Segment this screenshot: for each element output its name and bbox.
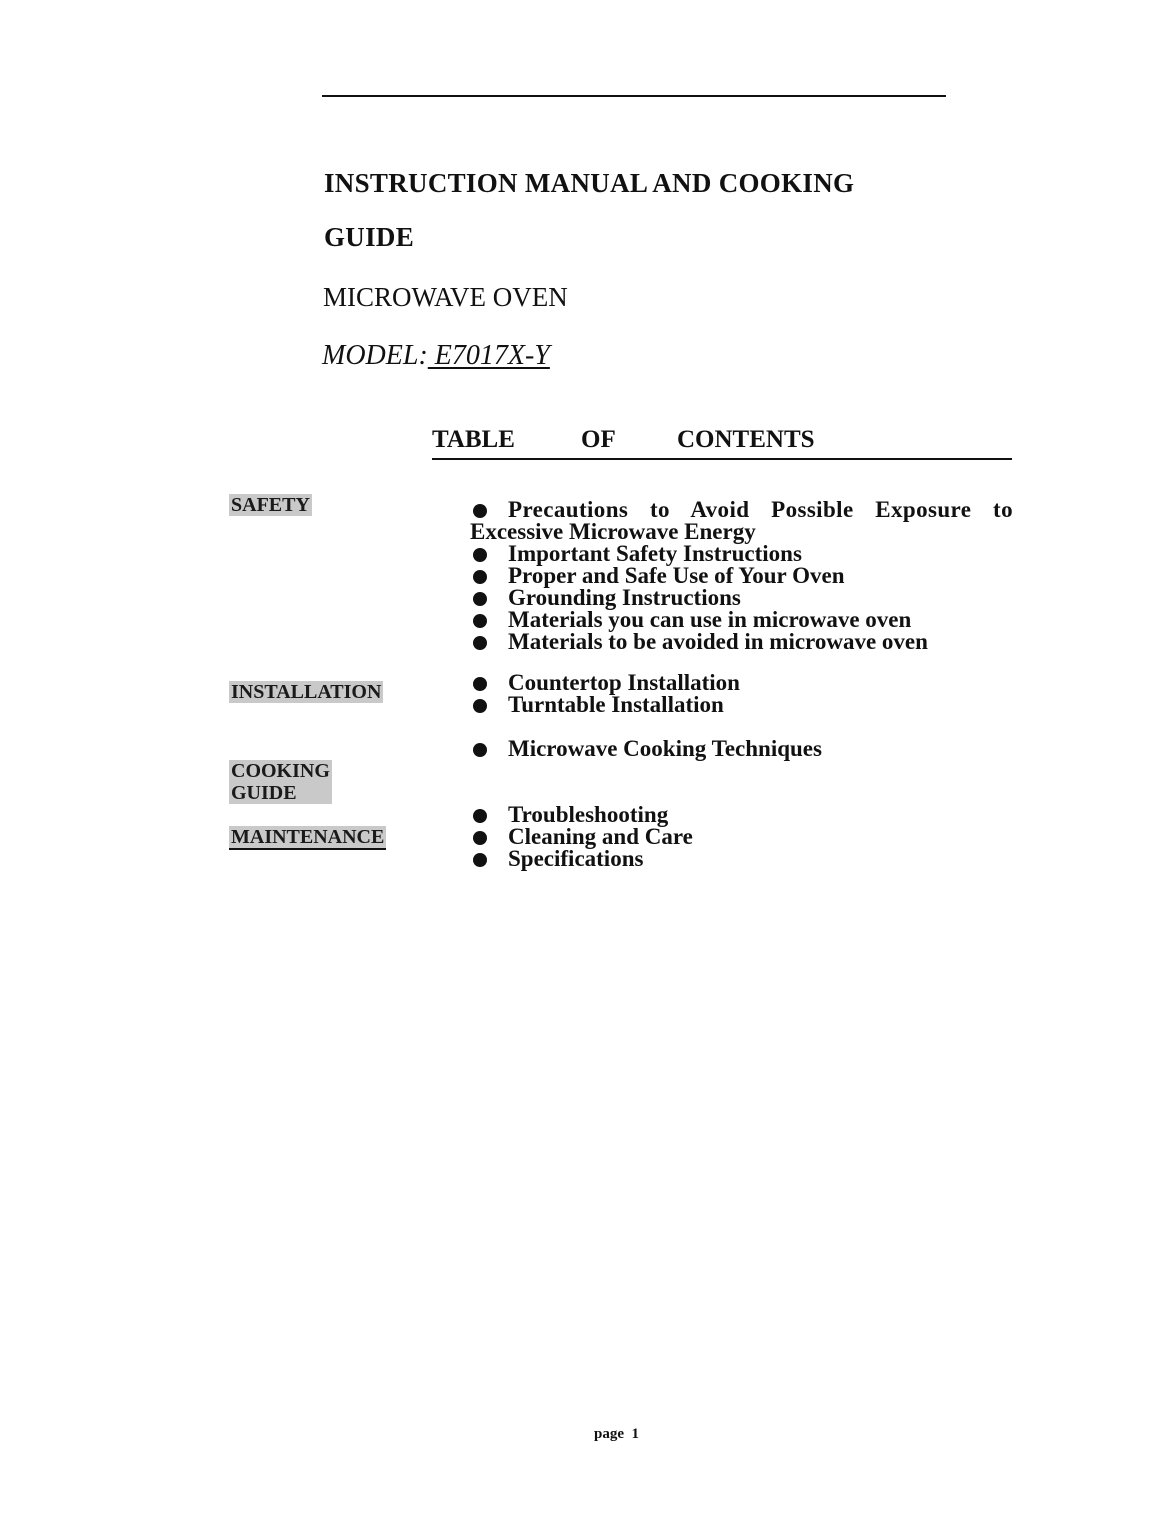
bullet-icon [473,570,487,584]
bullet-icon [473,809,487,823]
bullet-icon [473,614,487,628]
toc-item-text-continued: Excessive Microwave Energy [470,519,756,544]
toc-item-text: Grounding Instructions [508,585,741,610]
model-value: E7017X-Y [427,340,550,371]
toc-item-important-safety [470,543,1013,565]
toc-item-materials-use [470,609,1013,631]
toc-list-safety [470,499,1013,653]
toc-item-text: Cleaning and Care [508,824,693,849]
bullet-icon [473,831,487,845]
model-line [322,340,550,372]
section-label-cooking-guide [229,760,332,804]
section-label-installation: INSTALLATION [231,681,382,703]
bullet-icon [473,743,487,757]
toc-item-text: Microwave Cooking Techniques [508,736,822,761]
section-label-line: COOKING [231,760,330,782]
bullet-icon [473,504,487,518]
toc-item-countertop [470,672,740,694]
document-title-line1: INSTRUCTION MANUAL AND COOKING [324,168,855,198]
bullet-icon [473,592,487,606]
toc-item-text: Turntable Installation [508,692,724,717]
toc-item-cleaning [470,826,693,848]
toc-item-precautions [470,499,1013,543]
bullet-icon [473,677,487,691]
page-label: page [594,1426,624,1442]
section-label-safety: SAFETY [231,494,310,516]
model-label: MODEL: [322,340,428,371]
toc-item-specifications [470,848,693,870]
toc-item-materials-avoid [470,631,1013,653]
toc-heading-word-of: OF [581,426,616,453]
toc-item-text: Specifications [508,846,644,871]
bullet-icon [473,636,487,650]
toc-item-cooking-techniques [470,738,822,760]
toc-item-proper-use [470,565,1013,587]
toc-item-text: Proper and Safe Use of Your Oven [508,563,845,588]
toc-item-text: Precautions to Avoid Possible Exposure to [508,497,1013,522]
document-title-line2: GUIDE [324,222,415,252]
toc-list-maintenance [470,804,693,870]
toc-item-grounding [470,587,1013,609]
toc-item-text: Important Safety Instructions [508,541,802,566]
section-label-line: GUIDE [231,782,297,804]
toc-heading-word-contents: CONTENTS [677,426,815,453]
section-label-maintenance: MAINTENANCE [231,826,385,848]
toc-heading [432,426,1012,460]
toc-item-troubleshooting [470,804,693,826]
page-number [594,1426,639,1443]
document-subtitle: MICROWAVE OVEN [323,282,568,312]
toc-heading-word-table: TABLE [432,426,515,453]
toc-item-text: Materials you can use in microwave oven [508,607,912,632]
bullet-icon [473,853,487,867]
toc-item-text: Materials to be avoided in microwave oven [508,629,928,654]
toc-item-turntable [470,694,740,716]
toc-list-cooking [470,738,822,760]
page-number-value: 1 [631,1426,639,1442]
toc-item-text: Troubleshooting [508,802,669,827]
bullet-icon [473,548,487,562]
toc-list-installation [470,672,740,716]
bullet-icon [473,699,487,713]
toc-item-text: Countertop Installation [508,670,740,695]
top-rule [322,95,946,97]
